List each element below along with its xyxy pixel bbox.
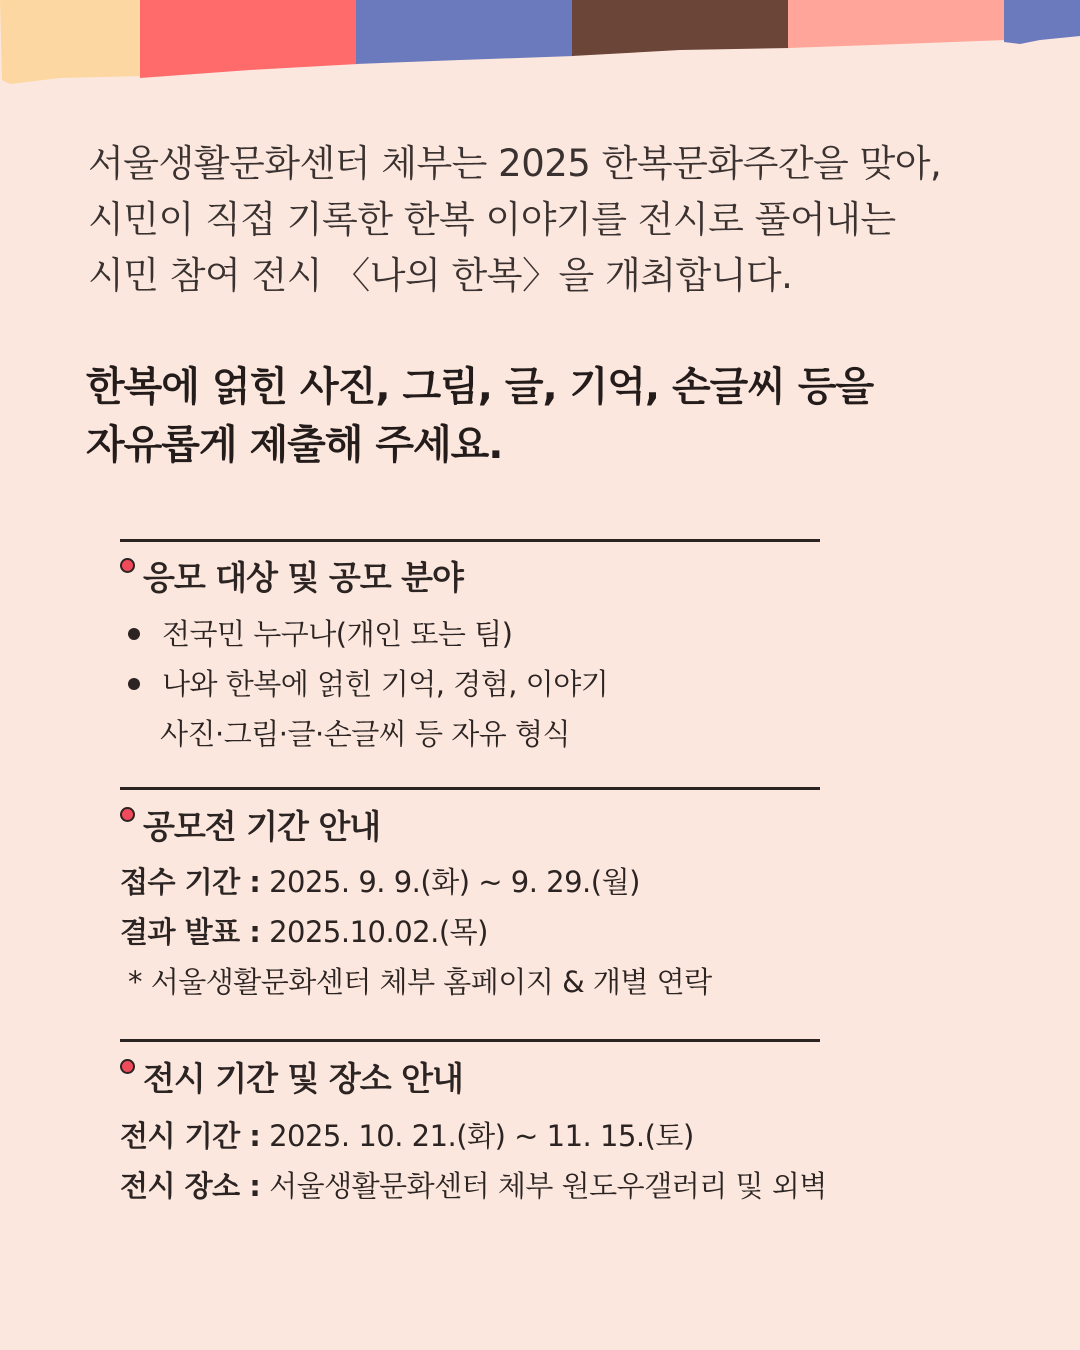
submission-period-row [120, 862, 640, 902]
red-dot-icon [120, 807, 135, 822]
bullet-icon [128, 628, 140, 640]
stripe-yellow [0, 0, 142, 84]
result-announcement-label: 결과 발표 : [120, 915, 261, 949]
intro-line-1: 서울생활문화센터 체부는 2025 한복문화주간을 맞아, [88, 142, 942, 185]
stripe-pink [788, 0, 1006, 48]
stripe-brown [572, 0, 790, 56]
stripe-blue-2 [1004, 0, 1080, 44]
red-dot-icon [120, 558, 135, 573]
result-announcement-row [120, 912, 488, 952]
exhibition-period-label: 전시 기간 : [120, 1119, 261, 1153]
exhibition-period-row [120, 1116, 694, 1156]
eligibility-bullet-2: 나와 한복에 얽힌 기억, 경험, 이야기 [120, 664, 608, 704]
exhibition-venue-value: 서울생활문화센터 체부 원도우갤러리 및 외벽 [269, 1169, 827, 1203]
stripe-coral [140, 0, 358, 78]
stripe-blue [356, 0, 574, 64]
submission-period-label: 접수 기간 : [120, 865, 261, 899]
submission-period-value: 2025. 9. 9.(화) ~ 9. 29.(월) [269, 865, 640, 899]
section-title-eligibility: 응모 대상 및 공모 분야 [120, 558, 463, 598]
intro-line-3: 시민 참여 전시 〈나의 한복〉을 개최합니다. [88, 254, 793, 297]
exhibition-period-value: 2025. 10. 21.(화) ~ 11. 15.(토) [269, 1119, 694, 1153]
section-title-contest-period: 공모전 기간 안내 [120, 807, 380, 847]
submission-callout [86, 358, 1026, 474]
color-stripes-banner [0, 0, 1080, 90]
section-divider-2 [120, 787, 820, 790]
exhibition-venue-label: 전시 장소 : [120, 1169, 261, 1203]
intro-line-2: 시민이 직접 기록한 한복 이야기를 전시로 풀어내는 [88, 198, 896, 241]
section-title-exhibition: 전시 기간 및 장소 안내 [120, 1059, 463, 1099]
bullet-icon [128, 678, 140, 690]
section-divider-1 [120, 539, 820, 542]
eligibility-format-note: 사진·그림·글·손글씨 등 자유 형식 [160, 717, 570, 751]
section-divider-3 [120, 1039, 820, 1042]
eligibility-bullet-1: 전국민 누구나(개인 또는 팀) [120, 614, 512, 654]
exhibition-venue-row [120, 1166, 827, 1206]
red-dot-icon [120, 1059, 135, 1074]
announcement-note: * 서울생활문화센터 체부 홈페이지 & 개별 연락 [128, 965, 712, 999]
intro-paragraph [88, 136, 1028, 304]
result-announcement-value: 2025.10.02.(목) [269, 915, 488, 949]
callout-line-2: 자유롭게 제출해 주세요. [86, 422, 503, 468]
callout-line-1: 한복에 얽힌 사진, 그림, 글, 기억, 손글씨 등을 [86, 364, 874, 410]
